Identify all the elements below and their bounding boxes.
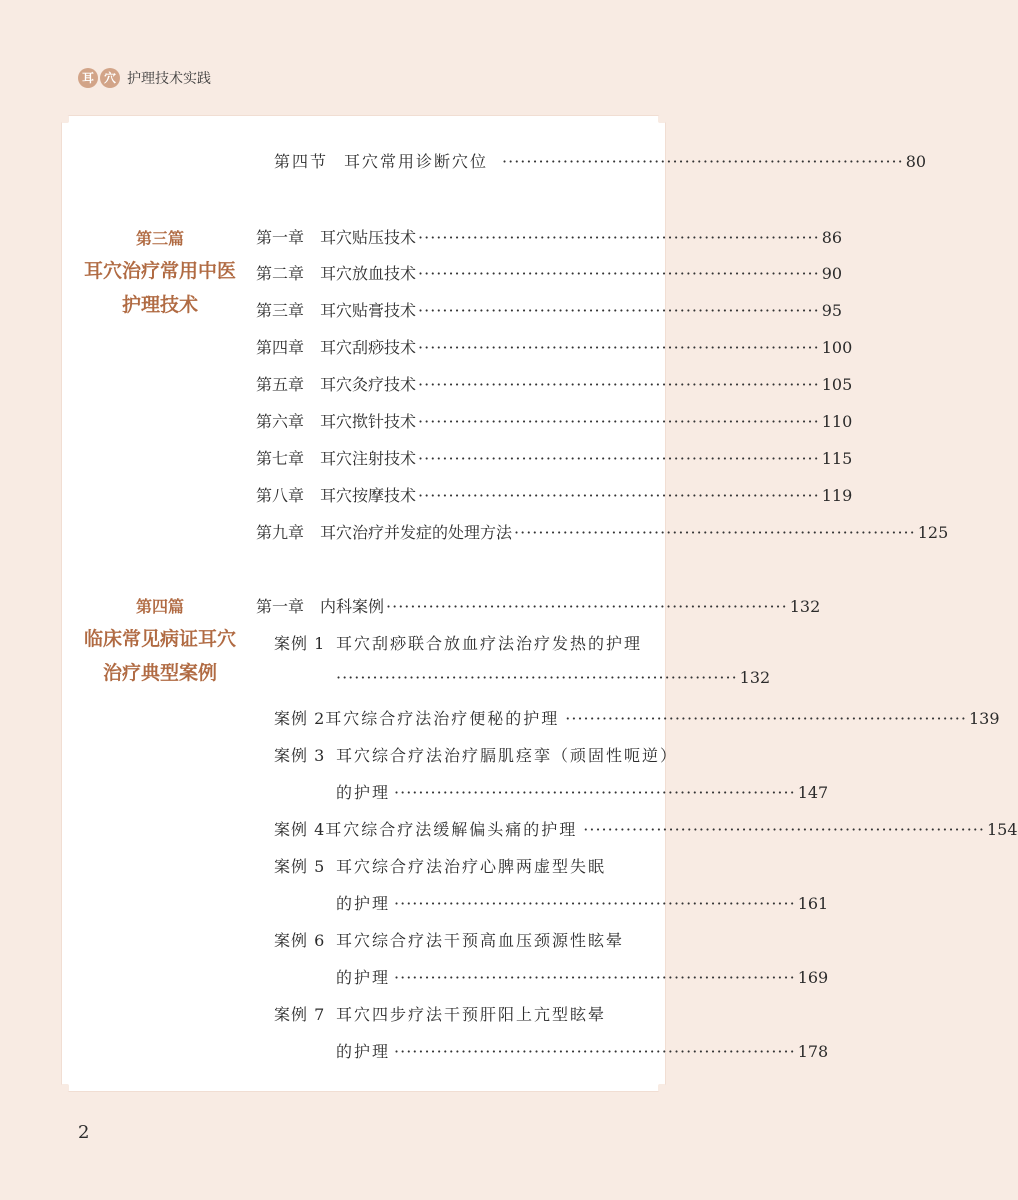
toc-entry-case-continuation[interactable] bbox=[336, 668, 771, 687]
leader-dots: ·································································· bbox=[418, 449, 820, 468]
toc-entry-chapter[interactable] bbox=[256, 446, 853, 469]
case-label: 案例 7 bbox=[274, 1005, 326, 1024]
entry-page: 110 bbox=[821, 412, 853, 431]
entry-page: 115 bbox=[821, 449, 853, 468]
case-title-continuation: 的护理 bbox=[336, 894, 391, 913]
toc-entry-case[interactable] bbox=[274, 928, 624, 951]
entry-label: 第五章 bbox=[256, 375, 305, 394]
case-title: 耳穴综合疗法治疗便秘的护理 bbox=[325, 709, 560, 728]
case-title: 耳穴四步疗法干预肝阳上亢型眩晕 bbox=[336, 1005, 607, 1024]
toc-entry-chapter[interactable] bbox=[256, 594, 821, 617]
toc-entry-case[interactable] bbox=[274, 743, 678, 766]
entry-label: 第六章 bbox=[256, 412, 305, 431]
entry-title: 耳穴常用诊断穴位 bbox=[344, 152, 489, 171]
entry-title: 耳穴放血技术 bbox=[320, 264, 417, 283]
logo-char: 耳 bbox=[78, 68, 98, 88]
entry-page: 100 bbox=[821, 338, 853, 357]
entry-page: 178 bbox=[797, 1042, 829, 1061]
entry-label: 第三章 bbox=[256, 301, 305, 320]
toc-entry-case[interactable] bbox=[274, 854, 606, 877]
leader-dots: ·································································· bbox=[418, 486, 820, 505]
leader-dots: ·································································· bbox=[394, 1042, 796, 1061]
entry-title: 内科案例 bbox=[320, 597, 385, 616]
leader-dots: ·································································· bbox=[583, 820, 985, 839]
toc-entry-case[interactable] bbox=[274, 1002, 606, 1025]
toc-entry-chapter[interactable] bbox=[256, 335, 853, 358]
corner-ornament bbox=[655, 1081, 669, 1095]
entry-page: 105 bbox=[821, 375, 853, 394]
entry-page: 169 bbox=[797, 968, 829, 987]
entry-title: 耳穴按摩技术 bbox=[320, 486, 417, 505]
toc-entry-case[interactable] bbox=[274, 706, 1000, 729]
case-title: 耳穴综合疗法治疗心脾两虚型失眠 bbox=[336, 857, 607, 876]
toc-entry-case-continuation[interactable] bbox=[336, 780, 829, 803]
toc-entry-case-continuation[interactable] bbox=[336, 965, 829, 988]
leader-dots: ·································································· bbox=[394, 968, 796, 987]
leader-dots: ·································································· bbox=[418, 301, 820, 320]
entry-page: 161 bbox=[797, 894, 829, 913]
toc-entry-chapter[interactable] bbox=[256, 261, 843, 284]
case-label: 案例 6 bbox=[274, 931, 326, 950]
series-logo bbox=[78, 68, 120, 88]
leader-dots: ·································································· bbox=[418, 338, 820, 357]
corner-ornament bbox=[58, 1081, 72, 1095]
toc-entry-case[interactable] bbox=[274, 817, 1018, 840]
case-label: 案例 5 bbox=[274, 857, 326, 876]
case-title: 耳穴综合疗法治疗膈肌痉挛（顽固性呃逆） bbox=[336, 746, 679, 765]
entry-label: 第七章 bbox=[256, 449, 305, 468]
leader-dots: ·································································· bbox=[386, 597, 788, 616]
entry-label: 第四章 bbox=[256, 338, 305, 357]
toc-entry-chapter[interactable] bbox=[256, 298, 843, 321]
entry-label: 第四节 bbox=[274, 152, 329, 171]
case-title: 耳穴综合疗法干预高血压颈源性眩晕 bbox=[336, 931, 625, 950]
corner-ornament bbox=[655, 112, 669, 126]
entry-label: 第九章 bbox=[256, 523, 305, 542]
leader-dots: ·································································· bbox=[418, 264, 820, 283]
corner-ornament bbox=[58, 112, 72, 126]
part-title-line: 治疗典型案例 bbox=[102, 662, 217, 684]
toc-entry-case-continuation[interactable] bbox=[336, 1039, 829, 1062]
entry-page: 125 bbox=[917, 523, 949, 542]
leader-dots: ·································································· bbox=[502, 152, 904, 171]
case-title: 耳穴综合疗法缓解偏头痛的护理 bbox=[325, 820, 578, 839]
case-label: 案例 2 bbox=[274, 709, 326, 728]
case-title-continuation: 的护理 bbox=[336, 968, 391, 987]
entry-title: 耳穴刮痧技术 bbox=[320, 338, 417, 357]
case-title-continuation: 的护理 bbox=[336, 1042, 391, 1061]
leader-dots: ·································································· bbox=[565, 709, 967, 728]
case-title: 耳穴刮痧联合放血疗法治疗发热的护理 bbox=[336, 634, 643, 653]
case-label: 案例 1 bbox=[274, 634, 326, 653]
entry-title: 耳穴治疗并发症的处理方法 bbox=[320, 523, 513, 542]
toc-entry-case[interactable] bbox=[274, 631, 642, 654]
series-title: 护理技术实践 bbox=[127, 71, 211, 87]
case-label: 案例 3 bbox=[274, 746, 326, 765]
toc-entry-chapter[interactable] bbox=[256, 225, 843, 248]
entry-page: 139 bbox=[968, 709, 1000, 728]
entry-page: 132 bbox=[789, 597, 821, 616]
part-title-line: 护理技术 bbox=[121, 294, 198, 316]
entry-label: 第八章 bbox=[256, 486, 305, 505]
logo-char: 穴 bbox=[100, 68, 120, 88]
toc-entry-chapter[interactable] bbox=[256, 372, 853, 395]
entry-label: 第二章 bbox=[256, 264, 305, 283]
entry-page: 154 bbox=[986, 820, 1018, 839]
part-title-line: 临床常见病证耳穴 bbox=[83, 628, 236, 650]
entry-page: 119 bbox=[821, 486, 853, 505]
entry-title: 耳穴贴膏技术 bbox=[320, 301, 417, 320]
page-number: 2 bbox=[78, 1122, 90, 1143]
leader-dots: ·································································· bbox=[394, 783, 796, 802]
entry-label: 第一章 bbox=[256, 597, 305, 616]
toc-entry-chapter[interactable] bbox=[256, 483, 853, 506]
entry-title: 耳穴注射技术 bbox=[320, 449, 417, 468]
entry-page: 147 bbox=[797, 783, 829, 802]
toc-entry-chapter[interactable] bbox=[256, 520, 949, 543]
leader-dots: ·································································· bbox=[514, 523, 916, 542]
leader-dots: ·································································· bbox=[418, 375, 820, 394]
entry-page: 86 bbox=[821, 228, 843, 247]
case-title-continuation: 的护理 bbox=[336, 783, 391, 802]
entry-title: 耳穴揿针技术 bbox=[320, 412, 417, 431]
leader-dots: ·································································· bbox=[336, 668, 738, 687]
toc-entry-section[interactable] bbox=[274, 149, 927, 172]
entry-page: 95 bbox=[821, 301, 843, 320]
leader-dots: ·································································· bbox=[418, 412, 820, 431]
entry-label: 第一章 bbox=[256, 228, 305, 247]
toc-entry-case-continuation[interactable] bbox=[336, 891, 829, 914]
entry-title: 耳穴灸疗技术 bbox=[320, 375, 417, 394]
entry-page: 90 bbox=[821, 264, 843, 283]
case-label: 案例 4 bbox=[274, 820, 326, 839]
leader-dots: ·································································· bbox=[394, 894, 796, 913]
running-header bbox=[78, 64, 211, 92]
entry-page: 80 bbox=[905, 152, 927, 171]
entry-page: 132 bbox=[739, 668, 771, 687]
toc-entry-chapter[interactable] bbox=[256, 409, 853, 432]
leader-dots: ·································································· bbox=[418, 228, 820, 247]
part-label: 第四篇 bbox=[135, 597, 184, 616]
entry-title: 耳穴贴压技术 bbox=[320, 228, 417, 247]
part-title-line: 耳穴治疗常用中医 bbox=[83, 260, 236, 282]
part-label: 第三篇 bbox=[135, 229, 184, 248]
